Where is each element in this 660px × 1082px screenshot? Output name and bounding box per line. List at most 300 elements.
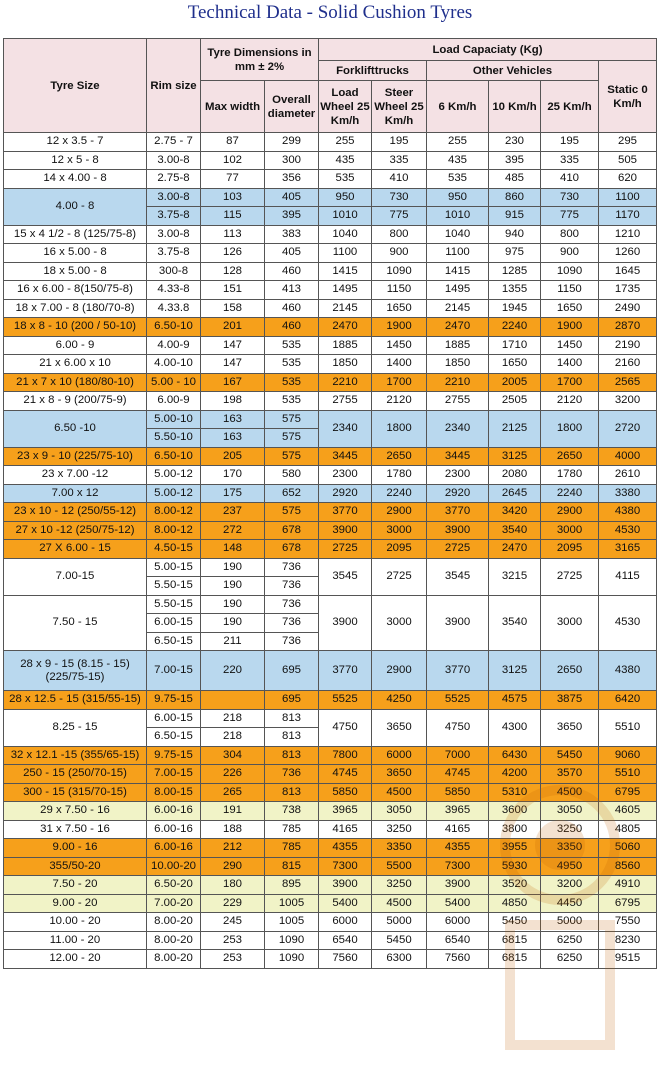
cell-steer-wheel: 6000 [372, 746, 427, 765]
cell-load-wheel: 4745 [319, 765, 372, 784]
cell-steer-wheel: 800 [372, 225, 427, 244]
cell-steer-wheel: 1400 [372, 355, 427, 374]
cell-6-kmh: 4745 [427, 765, 489, 784]
cell-rim-size: 3.00-8 [147, 225, 201, 244]
cell-max-width: 158 [201, 299, 265, 318]
cell-max-width: 212 [201, 839, 265, 858]
table-row [4, 299, 657, 318]
cell-max-width: 265 [201, 783, 265, 802]
cell-max-width: 113 [201, 225, 265, 244]
cell-static: 4380 [599, 503, 657, 522]
cell-tyre-size: 10.00 - 20 [4, 913, 147, 932]
cell-tyre-size: 7.50 - 15 [4, 595, 147, 651]
cell-steer-wheel: 1780 [372, 466, 427, 485]
cell-25-kmh: 2095 [541, 540, 599, 559]
cell-load-wheel: 6540 [319, 931, 372, 950]
cell-rim-size: 8.00-12 [147, 503, 201, 522]
cell-rim-size: 3.75-8 [147, 244, 201, 263]
cell-max-width: 163 [201, 410, 265, 429]
cell-overall-diameter: 460 [265, 318, 319, 337]
cell-max-width: 211 [201, 632, 265, 651]
cell-static: 1735 [599, 281, 657, 300]
cell-static: 4115 [599, 558, 657, 595]
cell-25-kmh: 4500 [541, 783, 599, 802]
table-row [4, 447, 657, 466]
cell-rim-size: 7.00-15 [147, 651, 201, 691]
cell-rim-size: 7.00-15 [147, 765, 201, 784]
cell-rim-size: 6.50-20 [147, 876, 201, 895]
cell-overall-diameter: 575 [265, 447, 319, 466]
cell-steer-wheel: 3650 [372, 765, 427, 784]
cell-steer-wheel: 1090 [372, 262, 427, 281]
cell-10-kmh: 3540 [489, 521, 541, 540]
header-max-width: Max width [201, 81, 265, 133]
cell-load-wheel: 4165 [319, 820, 372, 839]
cell-25-kmh: 3000 [541, 595, 599, 651]
cell-max-width: 170 [201, 466, 265, 485]
cell-overall-diameter: 738 [265, 802, 319, 821]
cell-max-width: 190 [201, 558, 265, 577]
cell-load-wheel: 2210 [319, 373, 372, 392]
cell-25-kmh: 410 [541, 170, 599, 189]
cell-rim-size: 2.75 - 7 [147, 133, 201, 152]
cell-load-wheel: 3900 [319, 521, 372, 540]
table-row [4, 521, 657, 540]
cell-25-kmh: 1800 [541, 410, 599, 447]
cell-tyre-size: 4.00 - 8 [4, 188, 147, 225]
page-title: Technical Data - Solid Cushion Tyres [187, 2, 473, 23]
cell-6-kmh: 535 [427, 170, 489, 189]
table-row [4, 651, 657, 691]
cell-10-kmh: 5930 [489, 857, 541, 876]
cell-6-kmh: 3770 [427, 651, 489, 691]
cell-rim-size: 5.00-12 [147, 484, 201, 503]
cell-steer-wheel: 3000 [372, 521, 427, 540]
cell-overall-diameter: 356 [265, 170, 319, 189]
cell-rim-size: 6.50-10 [147, 447, 201, 466]
cell-tyre-size: 28 x 12.5 - 15 (315/55-15) [4, 691, 147, 710]
cell-10-kmh: 6815 [489, 931, 541, 950]
cell-25-kmh: 775 [541, 207, 599, 226]
cell-rim-size: 6.00-15 [147, 709, 201, 728]
cell-25-kmh: 1650 [541, 299, 599, 318]
cell-10-kmh: 6815 [489, 950, 541, 969]
cell-max-width: 180 [201, 876, 265, 895]
cell-tyre-size: 21 x 6.00 x 10 [4, 355, 147, 374]
cell-25-kmh: 195 [541, 133, 599, 152]
cell-tyre-size: 8.25 - 15 [4, 709, 147, 746]
cell-overall-diameter: 405 [265, 188, 319, 207]
cell-overall-diameter: 813 [265, 728, 319, 747]
cell-tyre-size: 12 x 5 - 8 [4, 151, 147, 170]
cell-6-kmh: 3965 [427, 802, 489, 821]
cell-overall-diameter: 785 [265, 820, 319, 839]
cell-10-kmh: 3600 [489, 802, 541, 821]
cell-25-kmh: 3570 [541, 765, 599, 784]
cell-max-width [201, 691, 265, 710]
table-row [4, 746, 657, 765]
table-row [4, 839, 657, 858]
table-row [4, 281, 657, 300]
cell-tyre-size: 29 x 7.50 - 16 [4, 802, 147, 821]
cell-load-wheel: 1010 [319, 207, 372, 226]
cell-tyre-size: 6.00 - 9 [4, 336, 147, 355]
cell-overall-diameter: 395 [265, 207, 319, 226]
cell-static: 4000 [599, 447, 657, 466]
cell-load-wheel: 435 [319, 151, 372, 170]
cell-tyre-size: 9.00 - 16 [4, 839, 147, 858]
cell-overall-diameter: 736 [265, 614, 319, 633]
table-row [4, 170, 657, 189]
cell-25-kmh: 2120 [541, 392, 599, 411]
header-load-wheel: Load Wheel 25 Km/h [319, 81, 372, 133]
cell-static: 3165 [599, 540, 657, 559]
cell-steer-wheel: 1150 [372, 281, 427, 300]
cell-static: 620 [599, 170, 657, 189]
cell-rim-size: 9.75-15 [147, 691, 201, 710]
cell-load-wheel: 1885 [319, 336, 372, 355]
cell-tyre-size: 16 x 6.00 - 8(150/75-8) [4, 281, 147, 300]
cell-max-width: 148 [201, 540, 265, 559]
cell-25-kmh: 3250 [541, 820, 599, 839]
cell-overall-diameter: 695 [265, 651, 319, 691]
cell-rim-size: 10.00-20 [147, 857, 201, 876]
cell-overall-diameter: 895 [265, 876, 319, 895]
cell-6-kmh: 255 [427, 133, 489, 152]
cell-steer-wheel: 1700 [372, 373, 427, 392]
cell-static: 4805 [599, 820, 657, 839]
cell-10-kmh: 4300 [489, 709, 541, 746]
cell-25-kmh: 1700 [541, 373, 599, 392]
cell-6-kmh: 7300 [427, 857, 489, 876]
header-10-kmh: 10 Km/h [489, 81, 541, 133]
cell-10-kmh: 1710 [489, 336, 541, 355]
header-steer-wheel: Steer Wheel 25 Km/h [372, 81, 427, 133]
cell-max-width: 115 [201, 207, 265, 226]
table-row [4, 894, 657, 913]
cell-static: 2565 [599, 373, 657, 392]
cell-tyre-size: 27 x 10 -12 (250/75-12) [4, 521, 147, 540]
cell-rim-size: 5.00-12 [147, 466, 201, 485]
cell-6-kmh: 2920 [427, 484, 489, 503]
cell-25-kmh: 3650 [541, 709, 599, 746]
cell-steer-wheel: 5500 [372, 857, 427, 876]
cell-25-kmh: 3050 [541, 802, 599, 821]
table-row [4, 931, 657, 950]
cell-tyre-size: 18 x 7.00 - 8 (180/70-8) [4, 299, 147, 318]
cell-rim-size: 6.00-16 [147, 839, 201, 858]
table-row [4, 133, 657, 152]
cell-25-kmh: 6250 [541, 931, 599, 950]
cell-6-kmh: 5850 [427, 783, 489, 802]
cell-rim-size: 8.00-20 [147, 931, 201, 950]
cell-steer-wheel: 775 [372, 207, 427, 226]
cell-rim-size: 6.50-10 [147, 318, 201, 337]
cell-max-width: 198 [201, 392, 265, 411]
cell-tyre-size: 27 X 6.00 - 15 [4, 540, 147, 559]
table-row [4, 876, 657, 895]
cell-6-kmh: 1885 [427, 336, 489, 355]
cell-rim-size: 5.00-15 [147, 558, 201, 577]
cell-steer-wheel: 730 [372, 188, 427, 207]
cell-6-kmh: 3445 [427, 447, 489, 466]
cell-max-width: 167 [201, 373, 265, 392]
tyre-data-table-wrapper [3, 38, 657, 969]
cell-25-kmh: 335 [541, 151, 599, 170]
cell-load-wheel: 4355 [319, 839, 372, 858]
cell-10-kmh: 860 [489, 188, 541, 207]
cell-tyre-size: 16 x 5.00 - 8 [4, 244, 147, 263]
cell-6-kmh: 7000 [427, 746, 489, 765]
cell-static: 5510 [599, 709, 657, 746]
cell-overall-diameter: 300 [265, 151, 319, 170]
cell-25-kmh: 1780 [541, 466, 599, 485]
cell-overall-diameter: 413 [265, 281, 319, 300]
cell-25-kmh: 4450 [541, 894, 599, 913]
cell-10-kmh: 4850 [489, 894, 541, 913]
table-row [4, 410, 657, 429]
cell-10-kmh: 3215 [489, 558, 541, 595]
cell-6-kmh: 4750 [427, 709, 489, 746]
table-row [4, 950, 657, 969]
cell-rim-size: 5.00 - 10 [147, 373, 201, 392]
cell-6-kmh: 2210 [427, 373, 489, 392]
cell-overall-diameter: 1090 [265, 931, 319, 950]
cell-tyre-size: 7.50 - 20 [4, 876, 147, 895]
cell-overall-diameter: 575 [265, 429, 319, 448]
cell-rim-size: 7.00-20 [147, 894, 201, 913]
cell-static: 4530 [599, 521, 657, 540]
cell-rim-size: 2.75-8 [147, 170, 201, 189]
cell-6-kmh: 5525 [427, 691, 489, 710]
cell-25-kmh: 1900 [541, 318, 599, 337]
cell-static: 9515 [599, 950, 657, 969]
table-row [4, 783, 657, 802]
cell-tyre-size: 32 x 12.1 -15 (355/65-15) [4, 746, 147, 765]
cell-25-kmh: 3200 [541, 876, 599, 895]
cell-steer-wheel: 2095 [372, 540, 427, 559]
cell-tyre-size: 23 x 7.00 -12 [4, 466, 147, 485]
cell-10-kmh: 2470 [489, 540, 541, 559]
cell-load-wheel: 1100 [319, 244, 372, 263]
cell-25-kmh: 2650 [541, 651, 599, 691]
table-row [4, 318, 657, 337]
cell-static: 4380 [599, 651, 657, 691]
cell-rim-size: 4.33.8 [147, 299, 201, 318]
table-row [4, 595, 657, 614]
cell-10-kmh: 2645 [489, 484, 541, 503]
table-row [4, 765, 657, 784]
header-rim-size: Rim size [147, 39, 201, 133]
cell-static: 7550 [599, 913, 657, 932]
cell-load-wheel: 5525 [319, 691, 372, 710]
cell-overall-diameter: 535 [265, 392, 319, 411]
table-row [4, 373, 657, 392]
cell-25-kmh: 1450 [541, 336, 599, 355]
cell-max-width: 201 [201, 318, 265, 337]
cell-steer-wheel: 4250 [372, 691, 427, 710]
cell-static: 4605 [599, 802, 657, 821]
cell-6-kmh: 4165 [427, 820, 489, 839]
cell-max-width: 229 [201, 894, 265, 913]
cell-load-wheel: 7800 [319, 746, 372, 765]
table-row [4, 857, 657, 876]
cell-tyre-size: 9.00 - 20 [4, 894, 147, 913]
cell-load-wheel: 2470 [319, 318, 372, 337]
cell-tyre-size: 23 x 10 - 12 (250/55-12) [4, 503, 147, 522]
cell-load-wheel: 1415 [319, 262, 372, 281]
cell-10-kmh: 3125 [489, 651, 541, 691]
cell-rim-size: 8.00-20 [147, 950, 201, 969]
cell-static: 8560 [599, 857, 657, 876]
cell-static: 1210 [599, 225, 657, 244]
cell-static: 1260 [599, 244, 657, 263]
cell-load-wheel: 3770 [319, 503, 372, 522]
cell-rim-size: 4.50-15 [147, 540, 201, 559]
cell-10-kmh: 3800 [489, 820, 541, 839]
cell-6-kmh: 2300 [427, 466, 489, 485]
cell-overall-diameter: 678 [265, 521, 319, 540]
cell-max-width: 191 [201, 802, 265, 821]
table-row [4, 244, 657, 263]
cell-rim-size: 6.50-15 [147, 632, 201, 651]
cell-steer-wheel: 4500 [372, 894, 427, 913]
header-25-kmh: 25 Km/h [541, 81, 599, 133]
table-row [4, 355, 657, 374]
cell-rim-size: 3.00-8 [147, 188, 201, 207]
cell-load-wheel: 950 [319, 188, 372, 207]
cell-overall-diameter: 535 [265, 355, 319, 374]
cell-load-wheel: 535 [319, 170, 372, 189]
cell-10-kmh: 230 [489, 133, 541, 152]
cell-overall-diameter: 535 [265, 336, 319, 355]
cell-steer-wheel: 1800 [372, 410, 427, 447]
table-row [4, 691, 657, 710]
cell-steer-wheel: 3350 [372, 839, 427, 858]
cell-steer-wheel: 2900 [372, 651, 427, 691]
cell-steer-wheel: 2120 [372, 392, 427, 411]
cell-10-kmh: 1285 [489, 262, 541, 281]
cell-6-kmh: 1850 [427, 355, 489, 374]
cell-overall-diameter: 383 [265, 225, 319, 244]
cell-6-kmh: 4355 [427, 839, 489, 858]
cell-10-kmh: 3520 [489, 876, 541, 895]
cell-max-width: 253 [201, 931, 265, 950]
header-forklifttrucks: Forklifttrucks [319, 61, 427, 81]
table-body [4, 133, 657, 969]
cell-steer-wheel: 5000 [372, 913, 427, 932]
cell-load-wheel: 7300 [319, 857, 372, 876]
cell-overall-diameter: 813 [265, 746, 319, 765]
header-load-capacity: Load Capaciaty (Kg) [319, 39, 657, 61]
cell-10-kmh: 3955 [489, 839, 541, 858]
cell-25-kmh: 3000 [541, 521, 599, 540]
cell-overall-diameter: 736 [265, 765, 319, 784]
cell-10-kmh: 2125 [489, 410, 541, 447]
cell-6-kmh: 3900 [427, 595, 489, 651]
cell-25-kmh: 800 [541, 225, 599, 244]
cell-6-kmh: 2725 [427, 540, 489, 559]
cell-overall-diameter: 678 [265, 540, 319, 559]
cell-max-width: 126 [201, 244, 265, 263]
cell-load-wheel: 2920 [319, 484, 372, 503]
cell-tyre-size: 21 x 8 - 9 (200/75-9) [4, 392, 147, 411]
cell-static: 4910 [599, 876, 657, 895]
cell-steer-wheel: 6300 [372, 950, 427, 969]
cell-overall-diameter: 813 [265, 709, 319, 728]
cell-static: 6795 [599, 894, 657, 913]
header-6-kmh: 6 Km/h [427, 81, 489, 133]
cell-steer-wheel: 195 [372, 133, 427, 152]
cell-10-kmh: 3540 [489, 595, 541, 651]
cell-overall-diameter: 460 [265, 262, 319, 281]
cell-tyre-size: 6.50 -10 [4, 410, 147, 447]
cell-static: 2160 [599, 355, 657, 374]
cell-static: 5060 [599, 839, 657, 858]
cell-max-width: 245 [201, 913, 265, 932]
table-row [4, 802, 657, 821]
cell-25-kmh: 730 [541, 188, 599, 207]
cell-overall-diameter: 736 [265, 595, 319, 614]
cell-load-wheel: 6000 [319, 913, 372, 932]
cell-overall-diameter: 460 [265, 299, 319, 318]
cell-25-kmh: 6250 [541, 950, 599, 969]
table-row [4, 503, 657, 522]
cell-load-wheel: 3900 [319, 595, 372, 651]
cell-10-kmh: 2240 [489, 318, 541, 337]
cell-static: 5510 [599, 765, 657, 784]
cell-6-kmh: 1495 [427, 281, 489, 300]
cell-static: 2720 [599, 410, 657, 447]
cell-rim-size: 6.00-16 [147, 820, 201, 839]
cell-6-kmh: 2340 [427, 410, 489, 447]
header-other-vehicles: Other Vehicles [427, 61, 599, 81]
table-row [4, 262, 657, 281]
cell-steer-wheel: 3250 [372, 820, 427, 839]
cell-static: 6420 [599, 691, 657, 710]
cell-25-kmh: 2240 [541, 484, 599, 503]
cell-6-kmh: 3770 [427, 503, 489, 522]
cell-6-kmh: 1040 [427, 225, 489, 244]
cell-25-kmh: 1400 [541, 355, 599, 374]
cell-load-wheel: 2725 [319, 540, 372, 559]
cell-tyre-size: 31 x 7.50 - 16 [4, 820, 147, 839]
cell-10-kmh: 3420 [489, 503, 541, 522]
cell-overall-diameter: 1005 [265, 894, 319, 913]
table-row [4, 151, 657, 170]
cell-rim-size: 6.50-15 [147, 728, 201, 747]
cell-rim-size: 5.50-10 [147, 429, 201, 448]
cell-rim-size: 6.00-9 [147, 392, 201, 411]
cell-overall-diameter: 736 [265, 632, 319, 651]
cell-static: 2870 [599, 318, 657, 337]
cell-load-wheel: 3545 [319, 558, 372, 595]
cell-max-width: 253 [201, 950, 265, 969]
cell-rim-size: 8.00-15 [147, 783, 201, 802]
cell-25-kmh: 900 [541, 244, 599, 263]
cell-max-width: 128 [201, 262, 265, 281]
cell-static: 2610 [599, 466, 657, 485]
cell-6-kmh: 2145 [427, 299, 489, 318]
cell-rim-size: 3.75-8 [147, 207, 201, 226]
cell-load-wheel: 3965 [319, 802, 372, 821]
cell-overall-diameter: 736 [265, 577, 319, 596]
cell-max-width: 190 [201, 577, 265, 596]
cell-10-kmh: 4575 [489, 691, 541, 710]
cell-overall-diameter: 299 [265, 133, 319, 152]
cell-25-kmh: 3350 [541, 839, 599, 858]
cell-static: 4530 [599, 595, 657, 651]
